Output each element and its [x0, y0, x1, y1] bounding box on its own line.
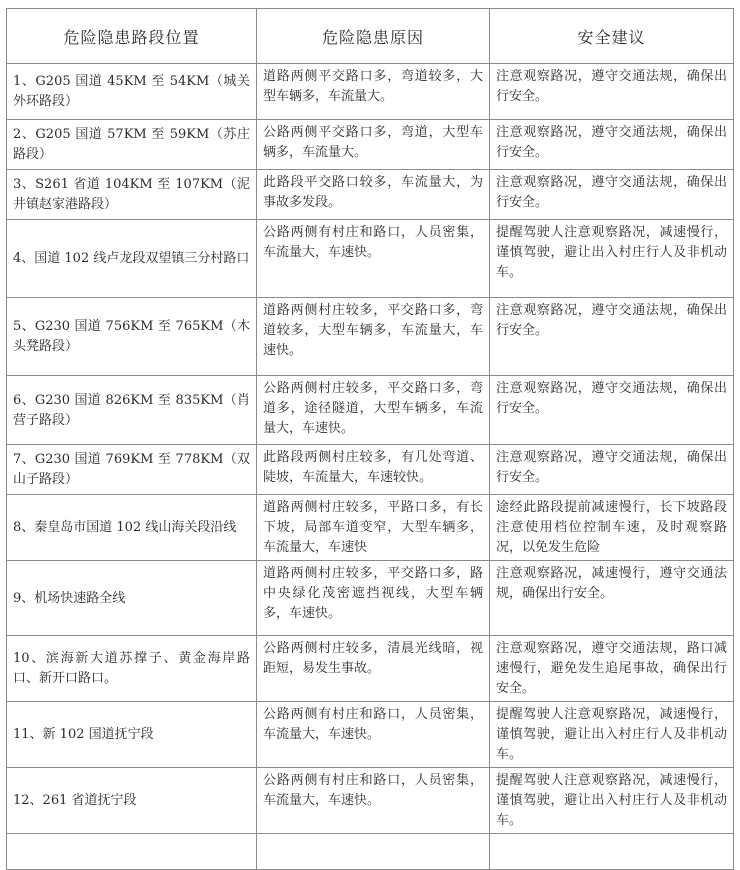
cell-location: 7、G230 国道 769KM 至 778KM（双山子路段）	[7, 445, 257, 495]
cell-cause: 道路两侧村庄较多，平交路口多，路中央绿化茂密遮挡视线，大型车辆多，车速快。	[257, 561, 490, 636]
table-row	[7, 702, 734, 768]
table-row	[7, 561, 734, 636]
cell-cause: 公路两侧有村庄和路口，人员密集，车流量大，车速快。	[257, 768, 490, 834]
cell-advice: 注意观察路况，遵守交通法规，确保出行安全。	[490, 376, 734, 445]
cell-cause: 此路段两侧村庄较多，有几处弯道、陡坡，车流量大，车速较快。	[257, 445, 490, 495]
cell-location: 11、新 102 国道抚宁段	[7, 702, 257, 768]
table-row	[7, 636, 734, 702]
cell-cause: 公路两侧有村庄和路口，人员密集，车流量大，车速快。	[257, 702, 490, 768]
cell-advice: 提醒驾驶人注意观察路况，减速慢行，谨慎驾驶，避让出入村庄行人及非机动车。	[490, 702, 734, 768]
cell-advice: 注意观察路况，遵守交通法规，确保出行安全。	[490, 298, 734, 376]
cell-advice: 提醒驾驶人注意观察路况，减速慢行，谨慎驾驶，避让出入村庄行人及非机动车。	[490, 768, 734, 834]
table-row	[7, 120, 734, 170]
table-row	[7, 495, 734, 561]
table-row	[7, 768, 734, 834]
header-location: 危险隐患路段位置	[7, 9, 257, 64]
table-header-row	[7, 9, 734, 64]
cell-advice: 注意观察路况，遵守交通法规，确保出行安全。	[490, 170, 734, 220]
cell-cause: 道路两侧村庄较多，平路口多，有长下坡，局部车道变窄，大型车辆多，车流量大，车速快	[257, 495, 490, 561]
hazard-road-table-page	[6, 8, 733, 870]
cell-location: 10、滨海新大道苏撑子、黄金海岸路口、新开口路口。	[7, 636, 257, 702]
table-row	[7, 376, 734, 445]
cell-advice	[490, 834, 734, 870]
cell-location: 8、秦皇岛市国道 102 线山海关段沿线	[7, 495, 257, 561]
table-row	[7, 298, 734, 376]
header-advice: 安全建议	[490, 9, 734, 64]
cell-advice: 途经此路段提前减速慢行，长下坡路段注意使用档位控制车速，及时观察路况，以免发生危险	[490, 495, 734, 561]
cell-cause: 公路两侧村庄较多，清晨光线暗，视距短，易发生事故。	[257, 636, 490, 702]
cell-location	[7, 834, 257, 870]
cell-location: 9、机场快速路全线	[7, 561, 257, 636]
table-row	[7, 834, 734, 870]
cell-location: 2、G205 国道 57KM 至 59KM（苏庄路段）	[7, 120, 257, 170]
cell-location: 5、G230 国道 756KM 至 765KM（木头凳路段）	[7, 298, 257, 376]
cell-cause: 道路两侧平交路口多，弯道较多，大型车辆多，车流量大。	[257, 64, 490, 120]
cell-cause: 道路两侧村庄较多，平交路口多，弯道较多，大型车辆多，车流量大，车速快。	[257, 298, 490, 376]
cell-advice: 注意观察路况，遵守交通法规，确保出行安全。	[490, 120, 734, 170]
table-row	[7, 220, 734, 298]
cell-advice: 注意观察路况，遵守交通法规，确保出行安全。	[490, 445, 734, 495]
hazard-road-table	[6, 8, 734, 870]
cell-advice: 注意观察路况，遵守交通法规，路口减速慢行，避免发生追尾事故，确保出行安全。	[490, 636, 734, 702]
header-cause: 危险隐患原因	[257, 9, 490, 64]
cell-advice: 注意观察路况，减速慢行，遵守交通法规，确保出行安全。	[490, 561, 734, 636]
table-row	[7, 445, 734, 495]
cell-advice: 注意观察路况，遵守交通法规，确保出行安全。	[490, 64, 734, 120]
cell-cause	[257, 834, 490, 870]
cell-location: 6、G230 国道 826KM 至 835KM（肖营子路段）	[7, 376, 257, 445]
cell-cause: 公路两侧村庄较多，平交路口多，弯道多，途径隧道，大型车辆多，车流量大，车速快。	[257, 376, 490, 445]
cell-cause: 此路段平交路口较多，车流量大，为事故多发段。	[257, 170, 490, 220]
table-row	[7, 170, 734, 220]
cell-location: 12、261 省道抚宁段	[7, 768, 257, 834]
cell-location: 1、G205 国道 45KM 至 54KM（城关外环路段）	[7, 64, 257, 120]
cell-location: 4、国道 102 线卢龙段双望镇三分村路口	[7, 220, 257, 298]
cell-location: 3、S261 省道 104KM 至 107KM（泥井镇赵家港路段）	[7, 170, 257, 220]
table-row	[7, 64, 734, 120]
cell-cause: 公路两侧有村庄和路口，人员密集，车流量大，车速快。	[257, 220, 490, 298]
cell-cause: 公路两侧平交路口多，弯道，大型车辆多，车流量大。	[257, 120, 490, 170]
cell-advice: 提醒驾驶人注意观察路况，减速慢行，谨慎驾驶，避让出入村庄行人及非机动车。	[490, 220, 734, 298]
